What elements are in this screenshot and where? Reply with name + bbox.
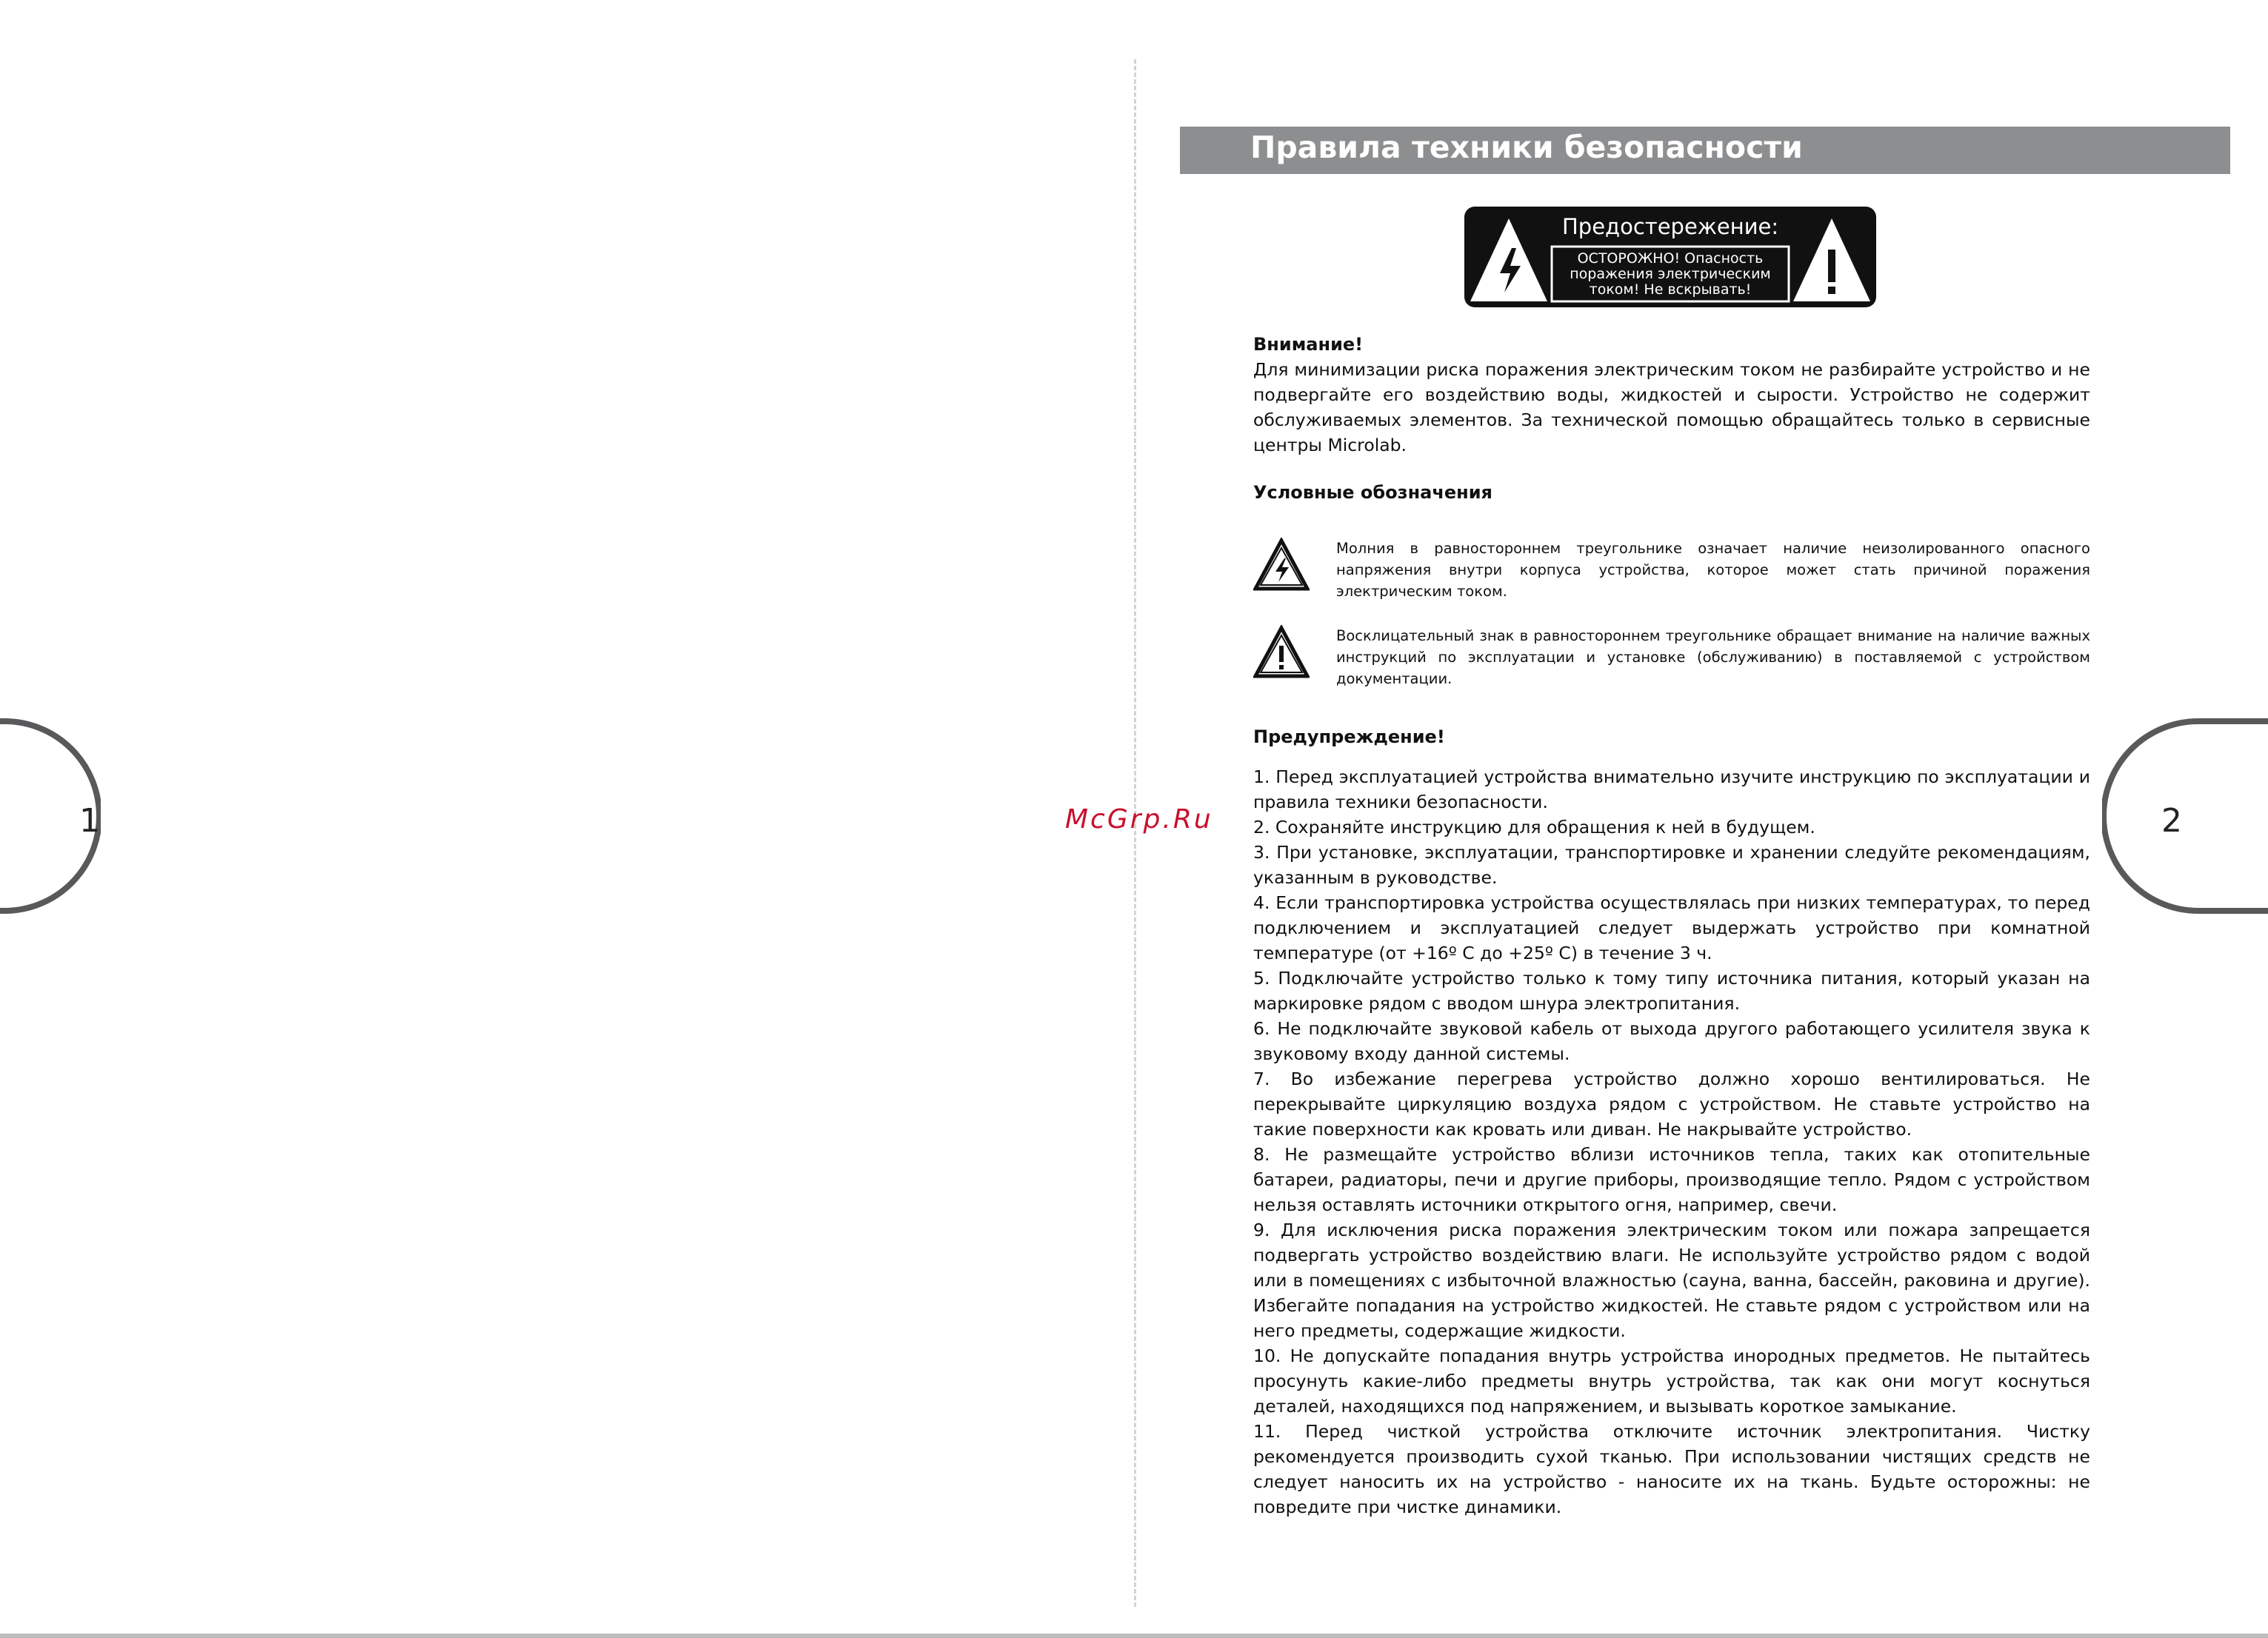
warning-heading: Предупреждение! xyxy=(1253,726,1445,747)
caution-label xyxy=(1464,207,1876,307)
attention-heading: Внимание! xyxy=(1253,334,1364,355)
page-number-right: 2 xyxy=(2161,802,2182,840)
symbol-text-exclamation: Восклицательный знак в равностороннем треугольнике обращает внимание на наличие важных инструкций по эксплуатации и установке (обслуживанию) в поставляемой с устройством документации. xyxy=(1336,627,2090,687)
list-item: 6. Не подключайте звуковой кабель от выхода другого работающего усилителя звука к звуковому входу данной системы. xyxy=(1253,1018,2090,1064)
symbols-heading: Условные обозначения xyxy=(1253,482,1492,503)
watermark: McGrp.Ru xyxy=(1065,804,1213,835)
caution-text: ОСТОРОЖНО! Опасность поражения электрическим током! Не вскрывать! xyxy=(1570,250,1771,298)
page-title: Правила техники безопасности xyxy=(1250,130,1803,165)
list-item: 4. Если транспортировка устройства осуществлялась при низких температурах, то перед подключением и эксплуатацией следует выдержать устройство при комнатной температуре (от +16º С до +25º С) в течение 3 ч. xyxy=(1253,892,2090,963)
lightning-triangle-icon xyxy=(1253,538,1310,591)
warning-list xyxy=(1253,764,2090,1520)
attention-section xyxy=(1253,332,2090,458)
header-bar xyxy=(1180,127,2230,174)
exclamation-triangle-icon xyxy=(1253,625,1310,678)
list-item: 1. Перед эксплуатацией устройства внимательно изучите инструкцию по эксплуатации и правила техники безопасности. xyxy=(1253,766,2090,812)
list-item: 10. Не допускайте попадания внутрь устройства инородных предметов. Не пытайтесь просунуть какие-либо предметы внутрь устройства, так как они могут коснуться деталей, находящихся под напряжением, и вызывать короткое замыкание. xyxy=(1253,1346,2090,1417)
page-number-left: 1 xyxy=(79,802,100,840)
bottom-rule xyxy=(0,1634,2268,1638)
list-item: 7. Во избежание перегрева устройство должно хорошо вентилироваться. Не перекрывайте циркуляцию воздуха рядом с устройством. Не ставьте устройство на такие поверхности как кровать или диван. Не накрывайте устройство. xyxy=(1253,1069,2090,1140)
caution-title: Предостережение: xyxy=(1562,214,1779,239)
symbols-section xyxy=(1253,480,2090,505)
list-item: 8. Не размещайте устройство вблизи источников тепла, таких как отопительные батареи, радиаторы, печи и другие приборы, производящие тепло. Рядом с устройством нельзя оставлять источники открытого огня, например, свечи. xyxy=(1253,1144,2090,1215)
symbol-text-lightning: Молния в равностороннем треугольнике означает наличие неизолированного опасного напряжения внутри корпуса устройства, которое может стать причиной поражения электрическим током. xyxy=(1336,540,2090,600)
list-item: 11. Перед чисткой устройства отключите источник электропитания. Чистку рекомендуется производить сухой тканью. При использовании чистящих средств не следует наносить их на устройство - наносите их на ткань. Будьте осторожны: не повредите при чистке динамики. xyxy=(1253,1421,2090,1517)
list-item: 3. При установке, эксплуатации, транспортировке и хранении следуйте рекомендациям, указанным в руководстве. xyxy=(1253,842,2090,888)
attention-text: Для минимизации риска поражения электрическим током не разбирайте устройство и не подвергайте его воздействию воды, жидкостей и сырости. Устройство не содержит обслуживаемых элементов. За технической помощью обращайтесь только в сервисные центры Microlab. xyxy=(1253,359,2090,455)
list-item: 5. Подключайте устройство только к тому типу источника питания, который указан на маркировке рядом с вводом шнура электропитания. xyxy=(1253,968,2090,1014)
list-item: 2. Сохраняйте инструкцию для обращения к ней в будущем. xyxy=(1253,817,1815,838)
warning-section xyxy=(1253,724,2090,749)
list-item: 9. Для исключения риска поражения электрическим током или пожара запрещается подвергать устройство воздействию влаги. Не используйте устройство рядом с водой или в помещениях с избыточной влажностью (сауна, ванна, бассейн, раковина и другие). Избегайте попадания на устройство жидкостей. Не ставьте рядом с устройством или на него предметы, содержащие жидкости. xyxy=(1253,1220,2090,1341)
